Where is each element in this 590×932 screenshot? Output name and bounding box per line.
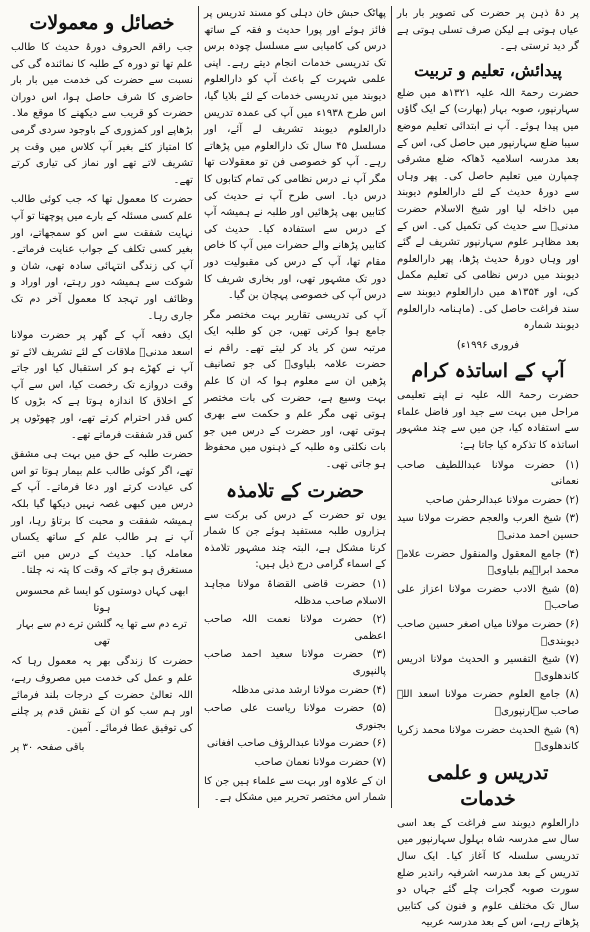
teaching-style-paragraph: آپ کی تدریسی تقاریر بہت مختصر مگر جامع ہوا کرتی تھیں، جن کو طلبہ ایک مرتبہ سن کر یاد کر لیتے تھے۔ راقم نے حضرت علامہ بلیاویؒ کی جو تصانیف پڑھیں ان سے معلوم ہوا کہ ان کا علم بہت وسیع ہے، حضرت کی بات مختصر ہوتی تھی مگر علم و حکمت سے بھری ہوتی تھی، اور حضرت کے درس میں جو بات نکلتی وہ طلبہ کے ذہنوں میں محفوظ ہو جاتی تھی۔	[204, 309, 386, 471]
column-left	[6, 6, 199, 808]
heading-teaching-services: تدریس و علمی خدمات	[427, 761, 549, 810]
habits-paragraph-1: جب راقم الحروف دورۂ حدیث کا طالب علم تھا تو دورہ کے طلبہ کا نمائندہ گی کی نسبت سے حضرت کی خدمت میں بار بار حاضری کا شرف حاصل ہوا، اس دوران حضرت کو قریب سے دیکھنے کا موقع ملا۔ بڑھاپے اور کمزوری کے باوجود سردی گرمی کا امتیاز کئے بغیر آپ کلاس میں وقت پر تشریف لاتے تھے اور نماز کی تیاری کرتے تھے۔	[11, 42, 193, 186]
birth-education-paragraph: حضرت رحمۃ اللہ علیہ ۱۳۲۱ھ میں ضلع سہارنپور، صوبہ بہار (بھارت) کے ایک گاؤں میں پیدا ہوئے۔ آپ نے ابتدائی تعلیم موضع سیبا ضلع سہارنپور میں حاصل کی، اس کے بعد مدرسہ اسلامیہ ڈھاکہ ضلع مشرقی چمپارن میں تعلیم حاصل کی۔ پھر وہاں سے دورۂ حدیث کے لئے دارالعلوم دیوبند میں داخلہ لیا اور شیخ الاسلام حضرت مدنیؒ سے حدیث کی تکمیل کی۔ اس کے بعد مظاہر علوم سہارنپور تشریف لے گئے اور وہاں دورۂ حدیث پڑھا، پھر دارالعلوم دیوبند میں درس نظامی کی تعلیم مکمل کی، اور ۱۳۵۴ھ میں دارالعلوم دیوبند سے سند فراغت حاصل کی۔ (ماہنامہ دارالعلوم دیوبند شمارہ	[397, 87, 579, 332]
intro-paragraph: پر دۂ ذہن پر حضرت کی تصویر بار بار عیاں ہوتی ہے لیکن صرف تسلی ہوتی ہے گر دید ترستی ہے۔	[397, 8, 579, 53]
poem-line-1: ابھی کہاں دوستوں کو ایسا غم محسوس ہوتا	[15, 586, 189, 614]
heading-students: حضرت کے تلامذہ	[226, 479, 364, 502]
habits-paragraph-5: حضرت کا زندگی بھر یہ معمول رہا کہ علم و عمل کی خدمت میں مصروف رہے، اللہ تعالیٰ حضرت کے درجات بلند فرمائے اور ہم سب کو ان کے نقش قدم پر چلنے کی توفیق عطا فرمائے۔ آمین۔	[11, 656, 193, 734]
list-item: (۷) حضرت مولانا نعمان صاحب	[254, 756, 386, 768]
heading-habits: خصائل و معمولات	[29, 12, 175, 34]
list-item: (۷) شیخ التفسیر و الحدیث مولانا ادریس کاندھلویؒ	[397, 654, 579, 682]
habits-paragraph-2: حضرت کا معمول تھا کہ جب کوئی طالب علم کسی مسئلہ کے بارے میں پوچھتا تو آپ نہایت شفقت سے اس کو سمجھاتے، اور بغیر کسی تکلف کے جواب عنایت فرماتے۔ آپ کی زندگی انتہائی سادہ تھی، شان و شوکت سے ہمیشہ دور رہتے، اور اوراد و وظائف اور تہجد کا معمول آخر دم تک جاری رہا۔	[11, 194, 193, 322]
habits-paragraph-3: ایک دفعہ آپ کے گھر پر حضرت مولانا اسعد مدنیؒ ملاقات کے لئے تشریف لائے تو آپ نے کھڑے ہو کر استقبال کیا اور جاتے وقت دروازے تک رخصت کیا، اس سے آپ کے اخلاق کا اندازہ ہوتا ہے کہ بڑوں کا کس قدر احترام کرتے تھے، اور چھوٹوں پر کس قدر شفقت فرماتے تھے۔	[11, 330, 193, 441]
teachers-list	[397, 458, 579, 756]
list-item: (۵) شیخ الادب حضرت مولانا اعزاز علی صاحبؒ	[397, 583, 579, 612]
list-item: (۱) حضرت مولانا عبداللطیف صاحب نعمانی	[397, 459, 579, 488]
poem-line-2: ترے دم سے تھا یہ گلشن ترے دم سے بہار تھی	[16, 619, 188, 647]
list-item: (۹) شیخ الحدیث حضرت مولانا محمد زکریا کاندھلویؒ	[397, 724, 579, 753]
column-middle	[199, 6, 392, 808]
poem-verse	[11, 584, 193, 650]
teaching-career-paragraph: پھاٹک حبش خان دہلی کو مسند تدریس پر فائز ہوئے اور پورا حدیث و فقہ کے ساتھ درس کی کامیابی سے مسلسل چودہ برس تک تدریسی خدمات انجام دیتے رہے۔ اپنی علمی شہرت کے باعث آپ کو دارالعلوم دیوبند میں تدریسی خدمات کے لئے بلایا گیا، اس طرح ۱۹۳۸ء میں آپ کی عمدہ تدریس دارالعلوم دیوبند تشریف لے آئے، اور مسلسل ۴۵ سال تک دارالعلوم میں پڑھاتے رہے۔ آپ کو خصوصی فن تو معقولات تھا مگر آپ نے درس نظامی کی تمام کتابوں کا درس دیا۔ اسی طرح آپ نے حدیث کی کتابیں بھی پڑھائیں اور طلبہ نے ہمیشہ آپ کے درس سے استفادہ کیا۔ حدیث کی کتابیں پڑھانے والے حضرات میں آپ کا خاص مقام تھا، آپ کے درس کی مقبولیت دور دور تک مشہور تھی، اور بخاری شریف کا درس آپ کی خصوصی پہچان بن گیا۔	[204, 8, 386, 302]
students-list	[204, 577, 386, 772]
list-item: (۵) حضرت مولانا ریاست علی صاحب بجنوری	[204, 703, 386, 731]
habits-paragraph-4: حضرت طلبہ کے حق میں بہت ہی مشفق تھے، اگر کوئی طالب علم بیمار ہوتا تو اس کی عیادت کرتے اور دعا فرماتے۔ آپ کے درس میں کبھی غصہ نہیں دیکھا گیا بلکہ ہمیشہ شفقت و محبت کا برتاؤ رہا، اور آپ نے ہر طالب علم کے ساتھ یکساں معاملہ کیا۔ حدیث کے درس میں اتنے مستغرق ہو جاتے کہ وقت کا پتہ نہ چلتا۔	[11, 449, 193, 577]
list-item: (۶) حضرت مولانا میاں اصغر حسین صاحب دیوبندیؒ	[397, 619, 579, 647]
students-paragraph: یوں تو حضرت کے درس کی برکت سے ہزاروں طلبہ مستفید ہوئے جن کا شمار کرنا مشکل ہے، البتہ چند مشہور تلامذہ کے اسماء گرامی درج ذیل ہیں:	[204, 509, 386, 571]
heading-teachers: آپ کے اساتذہ کرام	[411, 360, 565, 383]
list-item: (۶) حضرت مولانا عبدالرؤف صاحب افغانی	[206, 738, 386, 750]
students-closing-paragraph: ان کے علاوہ اور بہت سے علماء ہیں جن کا شمار اس مختصر تحریر میں مشکل ہے۔	[204, 775, 386, 804]
column-right	[392, 6, 584, 929]
list-item: (۴) جامع المعقول والمنقول حضرت علامہ محمد ابراہیم بلیاویؒ	[397, 548, 579, 577]
teachers-paragraph: حضرت رحمۃ اللہ علیہ نے اپنے تعلیمی مراحل میں بہت سے جید اور فاضل علماء سے استفادہ کیا، جن میں سے چند مشہور اساتذہ کا تذکرہ کیا جاتا ہے:	[397, 390, 579, 452]
list-item: (۲) حضرت مولانا عبدالرحمٰن صاحب	[425, 494, 579, 506]
heading-birth-education: پیدائش، تعلیم و تربیت	[414, 60, 562, 80]
list-item: (۳) حضرت مولانا سعید احمد صاحب پالنپوری	[204, 649, 386, 677]
list-item: (۳) شیخ العرب والعجم حضرت مولانا سید حسین احمد مدنیؒ	[397, 513, 579, 542]
date-line: فروری ۱۹۹۶ء)	[456, 339, 520, 351]
list-item: (۴) حضرت مولانا ارشد مدنی مدظلہ	[231, 684, 386, 696]
teaching-services-paragraph: دارالعلوم دیوبند سے فراغت کے بعد اسی سال سے مدرسہ شاہ بہلول سہارنپور میں تدریسی سلسلہ کا آغاز کیا۔ ایک سال تدریس کے بعد مدرسہ اشرفیہ راندیر ضلع سورت صوبہ گجرات چلے گئے جہاں دو سال تک مختلف علوم و فنون کی کتابیں پڑھاتے رہے، اس کے بعد مدرسہ عربیہ	[397, 817, 579, 929]
continued-on-page: باقی صفحہ ۳۰ پر	[11, 742, 85, 754]
list-item: (۸) جامع العلوم حضرت مولانا اسعد اللہ صاحب سہارنپوریؒ	[397, 689, 579, 717]
list-item: (۲) حضرت مولانا نعمت اللہ صاحب اعظمی	[204, 614, 386, 642]
list-item: (۱) حضرت قاضی القضاۃ مولانا مجاہد الاسلام صاحب مدظلہ	[204, 579, 386, 607]
